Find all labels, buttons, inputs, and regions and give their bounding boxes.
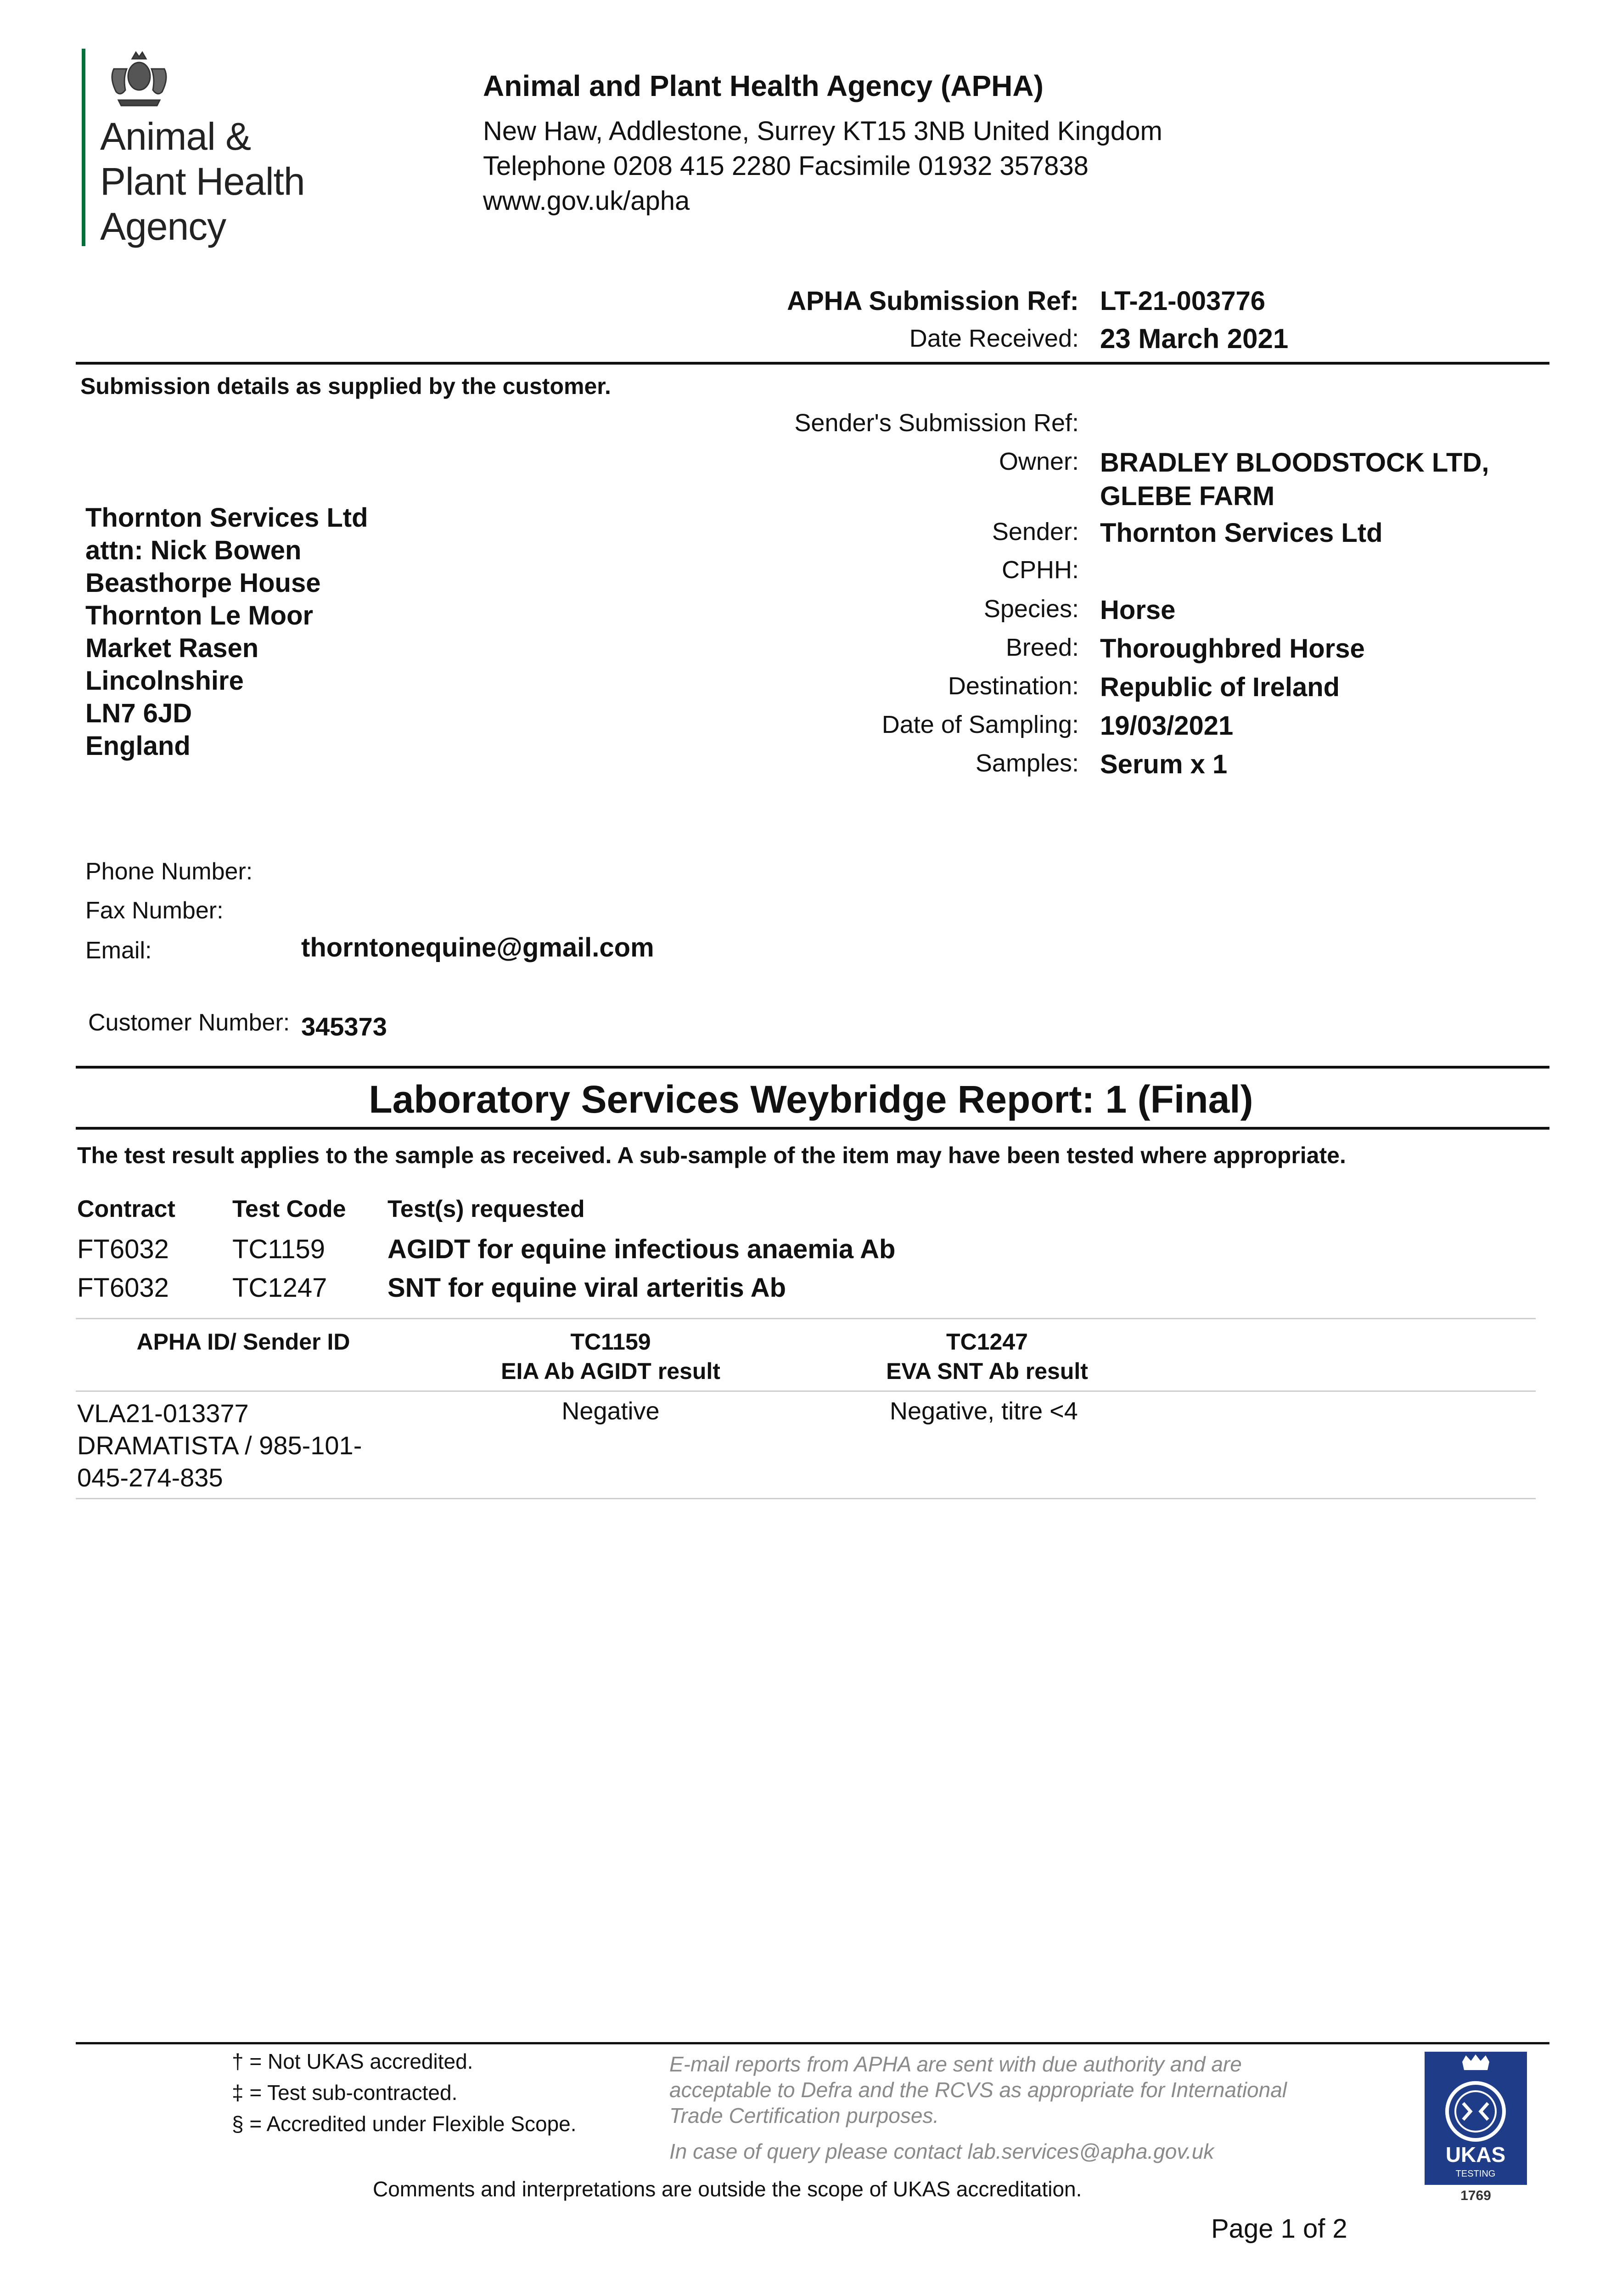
species-value: Horse (1100, 595, 1176, 625)
divider (76, 1318, 1536, 1319)
query-contact: In case of query please contact lab.services@apha.gov.uk (669, 2139, 1214, 2163)
page-number: Page 1 of 2 (1211, 2214, 1347, 2244)
address-line: Thornton Le Moor (85, 601, 314, 630)
email-label: Email: (85, 937, 152, 964)
legend-item: † = Not UKAS accredited. (232, 2049, 473, 2073)
result-eia: Negative (561, 1397, 660, 1425)
royal-coat-of-arms-icon (100, 46, 178, 110)
address-line: Market Rasen (85, 633, 259, 663)
samples-value: Serum x 1 (1100, 749, 1228, 779)
notice-line: E-mail reports from APHA are sent with due authority and are (669, 2052, 1242, 2076)
logo-line: Plant Health (100, 160, 305, 203)
agency-address: New Haw, Addlestone, Surrey KT15 3NB United Kingdom (483, 116, 1162, 146)
sender-value: Thornton Services Ltd (1100, 518, 1383, 548)
owner-value-line: BRADLEY BLOODSTOCK LTD, (1100, 448, 1489, 478)
submission-details-heading: Submission details as supplied by the customer. (80, 373, 611, 399)
result-id-line: VLA21-013377 (77, 1399, 249, 1428)
date-received-value: 23 March 2021 (1100, 323, 1289, 354)
result-id-line: DRAMATISTA / 985-101- (77, 1431, 362, 1460)
divider (76, 2042, 1549, 2044)
ukas-sublabel: TESTING (1455, 2169, 1496, 2179)
destination-value: Republic of Ireland (1100, 672, 1340, 702)
samples-label: Samples: (975, 749, 1079, 777)
customer-number-label: Customer Number: (88, 1009, 290, 1036)
logo-line: Agency (100, 205, 226, 248)
customer-address (85, 501, 368, 762)
report-note: The test result applies to the sample as received. A sub-sample of the item may have been tested where appropriate. (77, 1142, 1346, 1168)
test-name: SNT for equine viral arteritis Ab (387, 1273, 786, 1303)
species-label: Species: (983, 595, 1079, 623)
submission-ref-label: APHA Submission Ref: (787, 286, 1079, 316)
sampling-date-value: 19/03/2021 (1100, 711, 1234, 741)
address-line: England (85, 731, 191, 761)
test-name: AGIDT for equine infectious anaemia Ab (387, 1234, 896, 1264)
logo-green-bar (82, 49, 85, 246)
submission-ref-value: LT-21-003776 (1100, 286, 1266, 316)
tests-header-contract: Contract (77, 1196, 175, 1222)
ukas-label: UKAS (1445, 2143, 1506, 2167)
results-header-eva: EVA SNT Ab result (886, 1358, 1088, 1384)
results-header-eva-code: TC1247 (946, 1329, 1028, 1355)
results-header-eia-code: TC1159 (570, 1329, 651, 1355)
ukas-number: 1769 (1460, 2188, 1491, 2203)
result-eva: Negative, titre <4 (890, 1397, 1078, 1425)
agency-contact (483, 114, 1162, 219)
address-line: Thornton Services Ltd (85, 503, 368, 533)
divider (76, 1498, 1536, 1499)
address-line: attn: Nick Bowen (85, 535, 302, 565)
report-title: Laboratory Services Weybridge Report: 1 (Final) (369, 1078, 1253, 1121)
divider (76, 1127, 1549, 1130)
results-header-eia: EIA Ab AGIDT result (501, 1358, 720, 1384)
ukas-crown-icon (1425, 2052, 1527, 2185)
logo-line: Animal & (100, 115, 251, 158)
email-reports-notice (669, 2051, 1287, 2128)
tests-header-code: Test Code (232, 1196, 346, 1222)
divider (76, 362, 1549, 365)
destination-label: Destination: (948, 672, 1079, 700)
ukas-comment: Comments and interpretations are outside the scope of UKAS accreditation. (373, 2177, 1082, 2201)
notice-line: acceptable to Defra and the RCVS as appropriate for International (669, 2078, 1287, 2102)
footer-legend (232, 2046, 577, 2139)
result-id-line: 045-274-835 (77, 1463, 223, 1492)
test-code: TC1247 (232, 1273, 327, 1303)
test-contract: FT6032 (77, 1273, 169, 1303)
date-received-label: Date Received: (909, 325, 1079, 352)
test-contract: FT6032 (77, 1234, 169, 1264)
agency-logo-text (100, 114, 305, 249)
agency-website[interactable]: www.gov.uk/apha (483, 186, 690, 216)
sampling-date-label: Date of Sampling: (881, 711, 1079, 738)
agency-name: Animal and Plant Health Agency (APHA) (483, 69, 1044, 102)
divider (76, 1390, 1536, 1392)
agency-phone-fax: Telephone 0208 415 2280 Facsimile 01932 357838 (483, 151, 1089, 181)
breed-label: Breed: (1005, 634, 1079, 661)
cphh-label: CPHH: (1001, 556, 1079, 584)
sender-label: Sender: (992, 518, 1079, 546)
test-code: TC1159 (232, 1234, 326, 1264)
owner-value-line: GLEBE FARM (1100, 481, 1275, 511)
divider (76, 1066, 1549, 1069)
tests-header-test: Test(s) requested (387, 1196, 585, 1222)
legend-item: ‡ = Test sub-contracted. (232, 2081, 458, 2105)
email-value[interactable]: thorntonequine@gmail.com (301, 933, 654, 962)
fax-label: Fax Number: (85, 897, 224, 924)
address-line: Beasthorpe House (85, 568, 321, 598)
sender-ref-label: Sender's Submission Ref: (794, 409, 1079, 437)
owner-label: Owner: (999, 448, 1079, 475)
customer-number-value: 345373 (301, 1012, 387, 1041)
legend-item: § = Accredited under Flexible Scope. (232, 2112, 577, 2136)
phone-label: Phone Number: (85, 858, 253, 885)
breed-value: Thoroughbred Horse (1100, 634, 1365, 664)
results-header-id: APHA ID/ Sender ID (136, 1329, 350, 1355)
address-line: LN7 6JD (85, 698, 192, 728)
notice-line: Trade Certification purposes. (669, 2104, 939, 2127)
address-line: Lincolnshire (85, 666, 244, 696)
